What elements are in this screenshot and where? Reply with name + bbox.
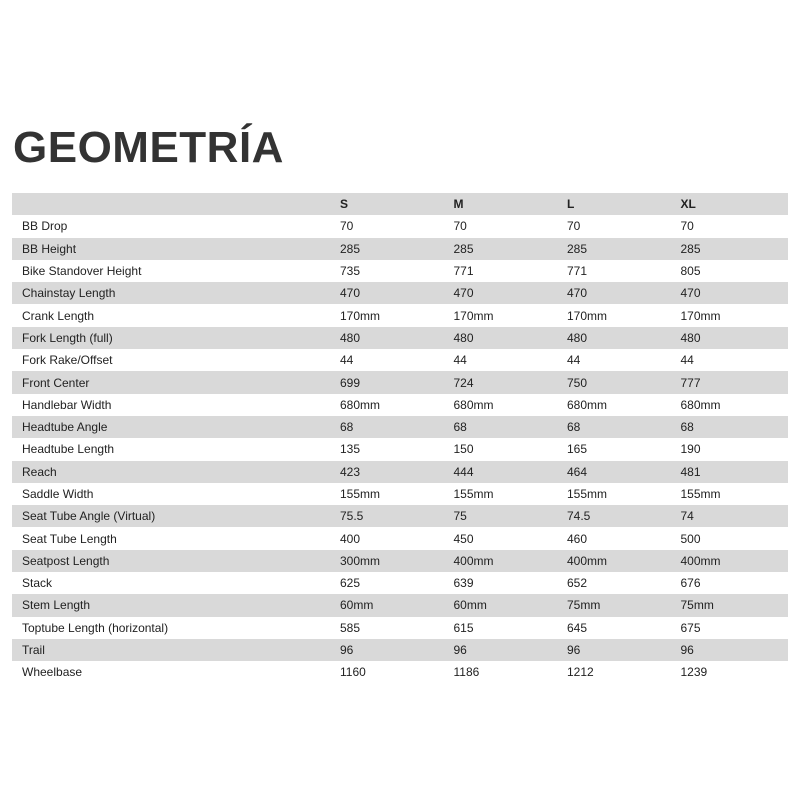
value-cell-l: 750 — [561, 371, 675, 393]
value-cell-m: 450 — [448, 527, 562, 549]
value-cell-s: 170mm — [334, 304, 448, 326]
row-label: Handlebar Width — [12, 394, 334, 416]
value-cell-s: 699 — [334, 371, 448, 393]
table-row — [12, 371, 788, 393]
value-cell-xl: 777 — [675, 371, 789, 393]
value-cell-l: 400mm — [561, 550, 675, 572]
row-label: Trail — [12, 639, 334, 661]
value-cell-xl: 68 — [675, 416, 789, 438]
value-cell-l: 170mm — [561, 304, 675, 326]
value-cell-s: 400 — [334, 527, 448, 549]
value-cell-s: 96 — [334, 639, 448, 661]
value-cell-xl: 285 — [675, 238, 789, 260]
value-cell-m: 44 — [448, 349, 562, 371]
value-cell-s: 70 — [334, 215, 448, 237]
value-cell-l: 771 — [561, 260, 675, 282]
row-label: BB Drop — [12, 215, 334, 237]
row-label: Headtube Length — [12, 438, 334, 460]
table-row — [12, 349, 788, 371]
value-cell-s: 625 — [334, 572, 448, 594]
value-cell-xl: 680mm — [675, 394, 789, 416]
table-row — [12, 260, 788, 282]
header-cell-size-m: M — [448, 193, 562, 215]
table-row — [12, 416, 788, 438]
table-row — [12, 617, 788, 639]
table-row — [12, 327, 788, 349]
value-cell-s: 44 — [334, 349, 448, 371]
value-cell-m: 480 — [448, 327, 562, 349]
value-cell-xl: 74 — [675, 505, 789, 527]
header-cell-label — [12, 193, 334, 215]
value-cell-l: 44 — [561, 349, 675, 371]
table-row — [12, 238, 788, 260]
value-cell-xl: 1239 — [675, 661, 789, 683]
row-label: Seatpost Length — [12, 550, 334, 572]
table-row — [12, 572, 788, 594]
row-label: Fork Rake/Offset — [12, 349, 334, 371]
row-label: Headtube Angle — [12, 416, 334, 438]
value-cell-s: 75.5 — [334, 505, 448, 527]
value-cell-m: 155mm — [448, 483, 562, 505]
table-row — [12, 215, 788, 237]
value-cell-l: 480 — [561, 327, 675, 349]
value-cell-m: 68 — [448, 416, 562, 438]
row-label: Wheelbase — [12, 661, 334, 683]
value-cell-s: 68 — [334, 416, 448, 438]
value-cell-xl: 75mm — [675, 594, 789, 616]
value-cell-l: 68 — [561, 416, 675, 438]
value-cell-xl: 500 — [675, 527, 789, 549]
value-cell-l: 74.5 — [561, 505, 675, 527]
value-cell-s: 423 — [334, 461, 448, 483]
value-cell-s: 680mm — [334, 394, 448, 416]
value-cell-xl: 190 — [675, 438, 789, 460]
value-cell-xl: 481 — [675, 461, 789, 483]
value-cell-m: 60mm — [448, 594, 562, 616]
table-row — [12, 505, 788, 527]
value-cell-l: 285 — [561, 238, 675, 260]
value-cell-m: 150 — [448, 438, 562, 460]
value-cell-s: 300mm — [334, 550, 448, 572]
value-cell-l: 680mm — [561, 394, 675, 416]
value-cell-xl: 676 — [675, 572, 789, 594]
value-cell-xl: 70 — [675, 215, 789, 237]
value-cell-xl: 400mm — [675, 550, 789, 572]
value-cell-m: 444 — [448, 461, 562, 483]
value-cell-xl: 44 — [675, 349, 789, 371]
geometry-table-body — [12, 215, 788, 683]
header-cell-size-s: S — [334, 193, 448, 215]
value-cell-s: 735 — [334, 260, 448, 282]
value-cell-s: 155mm — [334, 483, 448, 505]
value-cell-s: 470 — [334, 282, 448, 304]
row-label: Chainstay Length — [12, 282, 334, 304]
value-cell-m: 400mm — [448, 550, 562, 572]
table-row — [12, 594, 788, 616]
value-cell-m: 680mm — [448, 394, 562, 416]
value-cell-m: 1186 — [448, 661, 562, 683]
value-cell-m: 724 — [448, 371, 562, 393]
value-cell-m: 75 — [448, 505, 562, 527]
table-row — [12, 527, 788, 549]
geometry-table — [12, 193, 788, 684]
value-cell-l: 652 — [561, 572, 675, 594]
value-cell-s: 585 — [334, 617, 448, 639]
value-cell-m: 285 — [448, 238, 562, 260]
table-row — [12, 394, 788, 416]
header-cell-size-l: L — [561, 193, 675, 215]
row-label: Fork Length (full) — [12, 327, 334, 349]
value-cell-m: 639 — [448, 572, 562, 594]
value-cell-l: 645 — [561, 617, 675, 639]
row-label: Toptube Length (horizontal) — [12, 617, 334, 639]
table-row — [12, 304, 788, 326]
row-label: Reach — [12, 461, 334, 483]
value-cell-l: 470 — [561, 282, 675, 304]
value-cell-s: 135 — [334, 438, 448, 460]
value-cell-m: 170mm — [448, 304, 562, 326]
value-cell-l: 460 — [561, 527, 675, 549]
value-cell-m: 771 — [448, 260, 562, 282]
row-label: Stack — [12, 572, 334, 594]
value-cell-xl: 805 — [675, 260, 789, 282]
value-cell-l: 96 — [561, 639, 675, 661]
table-row — [12, 639, 788, 661]
value-cell-l: 155mm — [561, 483, 675, 505]
value-cell-m: 470 — [448, 282, 562, 304]
row-label: Saddle Width — [12, 483, 334, 505]
value-cell-xl: 170mm — [675, 304, 789, 326]
value-cell-s: 1160 — [334, 661, 448, 683]
value-cell-xl: 675 — [675, 617, 789, 639]
value-cell-l: 464 — [561, 461, 675, 483]
value-cell-m: 70 — [448, 215, 562, 237]
table-row — [12, 438, 788, 460]
row-label: Bike Standover Height — [12, 260, 334, 282]
value-cell-l: 75mm — [561, 594, 675, 616]
table-row — [12, 550, 788, 572]
value-cell-xl: 96 — [675, 639, 789, 661]
value-cell-l: 70 — [561, 215, 675, 237]
value-cell-xl: 470 — [675, 282, 789, 304]
row-label: BB Height — [12, 238, 334, 260]
table-row — [12, 661, 788, 683]
value-cell-l: 165 — [561, 438, 675, 460]
table-row — [12, 483, 788, 505]
geometry-table-header — [12, 193, 788, 215]
table-row — [12, 461, 788, 483]
row-label: Stem Length — [12, 594, 334, 616]
row-label: Seat Tube Angle (Virtual) — [12, 505, 334, 527]
value-cell-s: 480 — [334, 327, 448, 349]
value-cell-m: 96 — [448, 639, 562, 661]
header-row — [12, 193, 788, 215]
value-cell-s: 60mm — [334, 594, 448, 616]
table-row — [12, 282, 788, 304]
value-cell-xl: 480 — [675, 327, 789, 349]
value-cell-s: 285 — [334, 238, 448, 260]
row-label: Crank Length — [12, 304, 334, 326]
value-cell-xl: 155mm — [675, 483, 789, 505]
page-title: GEOMETRÍA — [13, 123, 284, 172]
value-cell-m: 615 — [448, 617, 562, 639]
value-cell-l: 1212 — [561, 661, 675, 683]
row-label: Seat Tube Length — [12, 527, 334, 549]
header-cell-size-xl: XL — [675, 193, 789, 215]
row-label: Front Center — [12, 371, 334, 393]
